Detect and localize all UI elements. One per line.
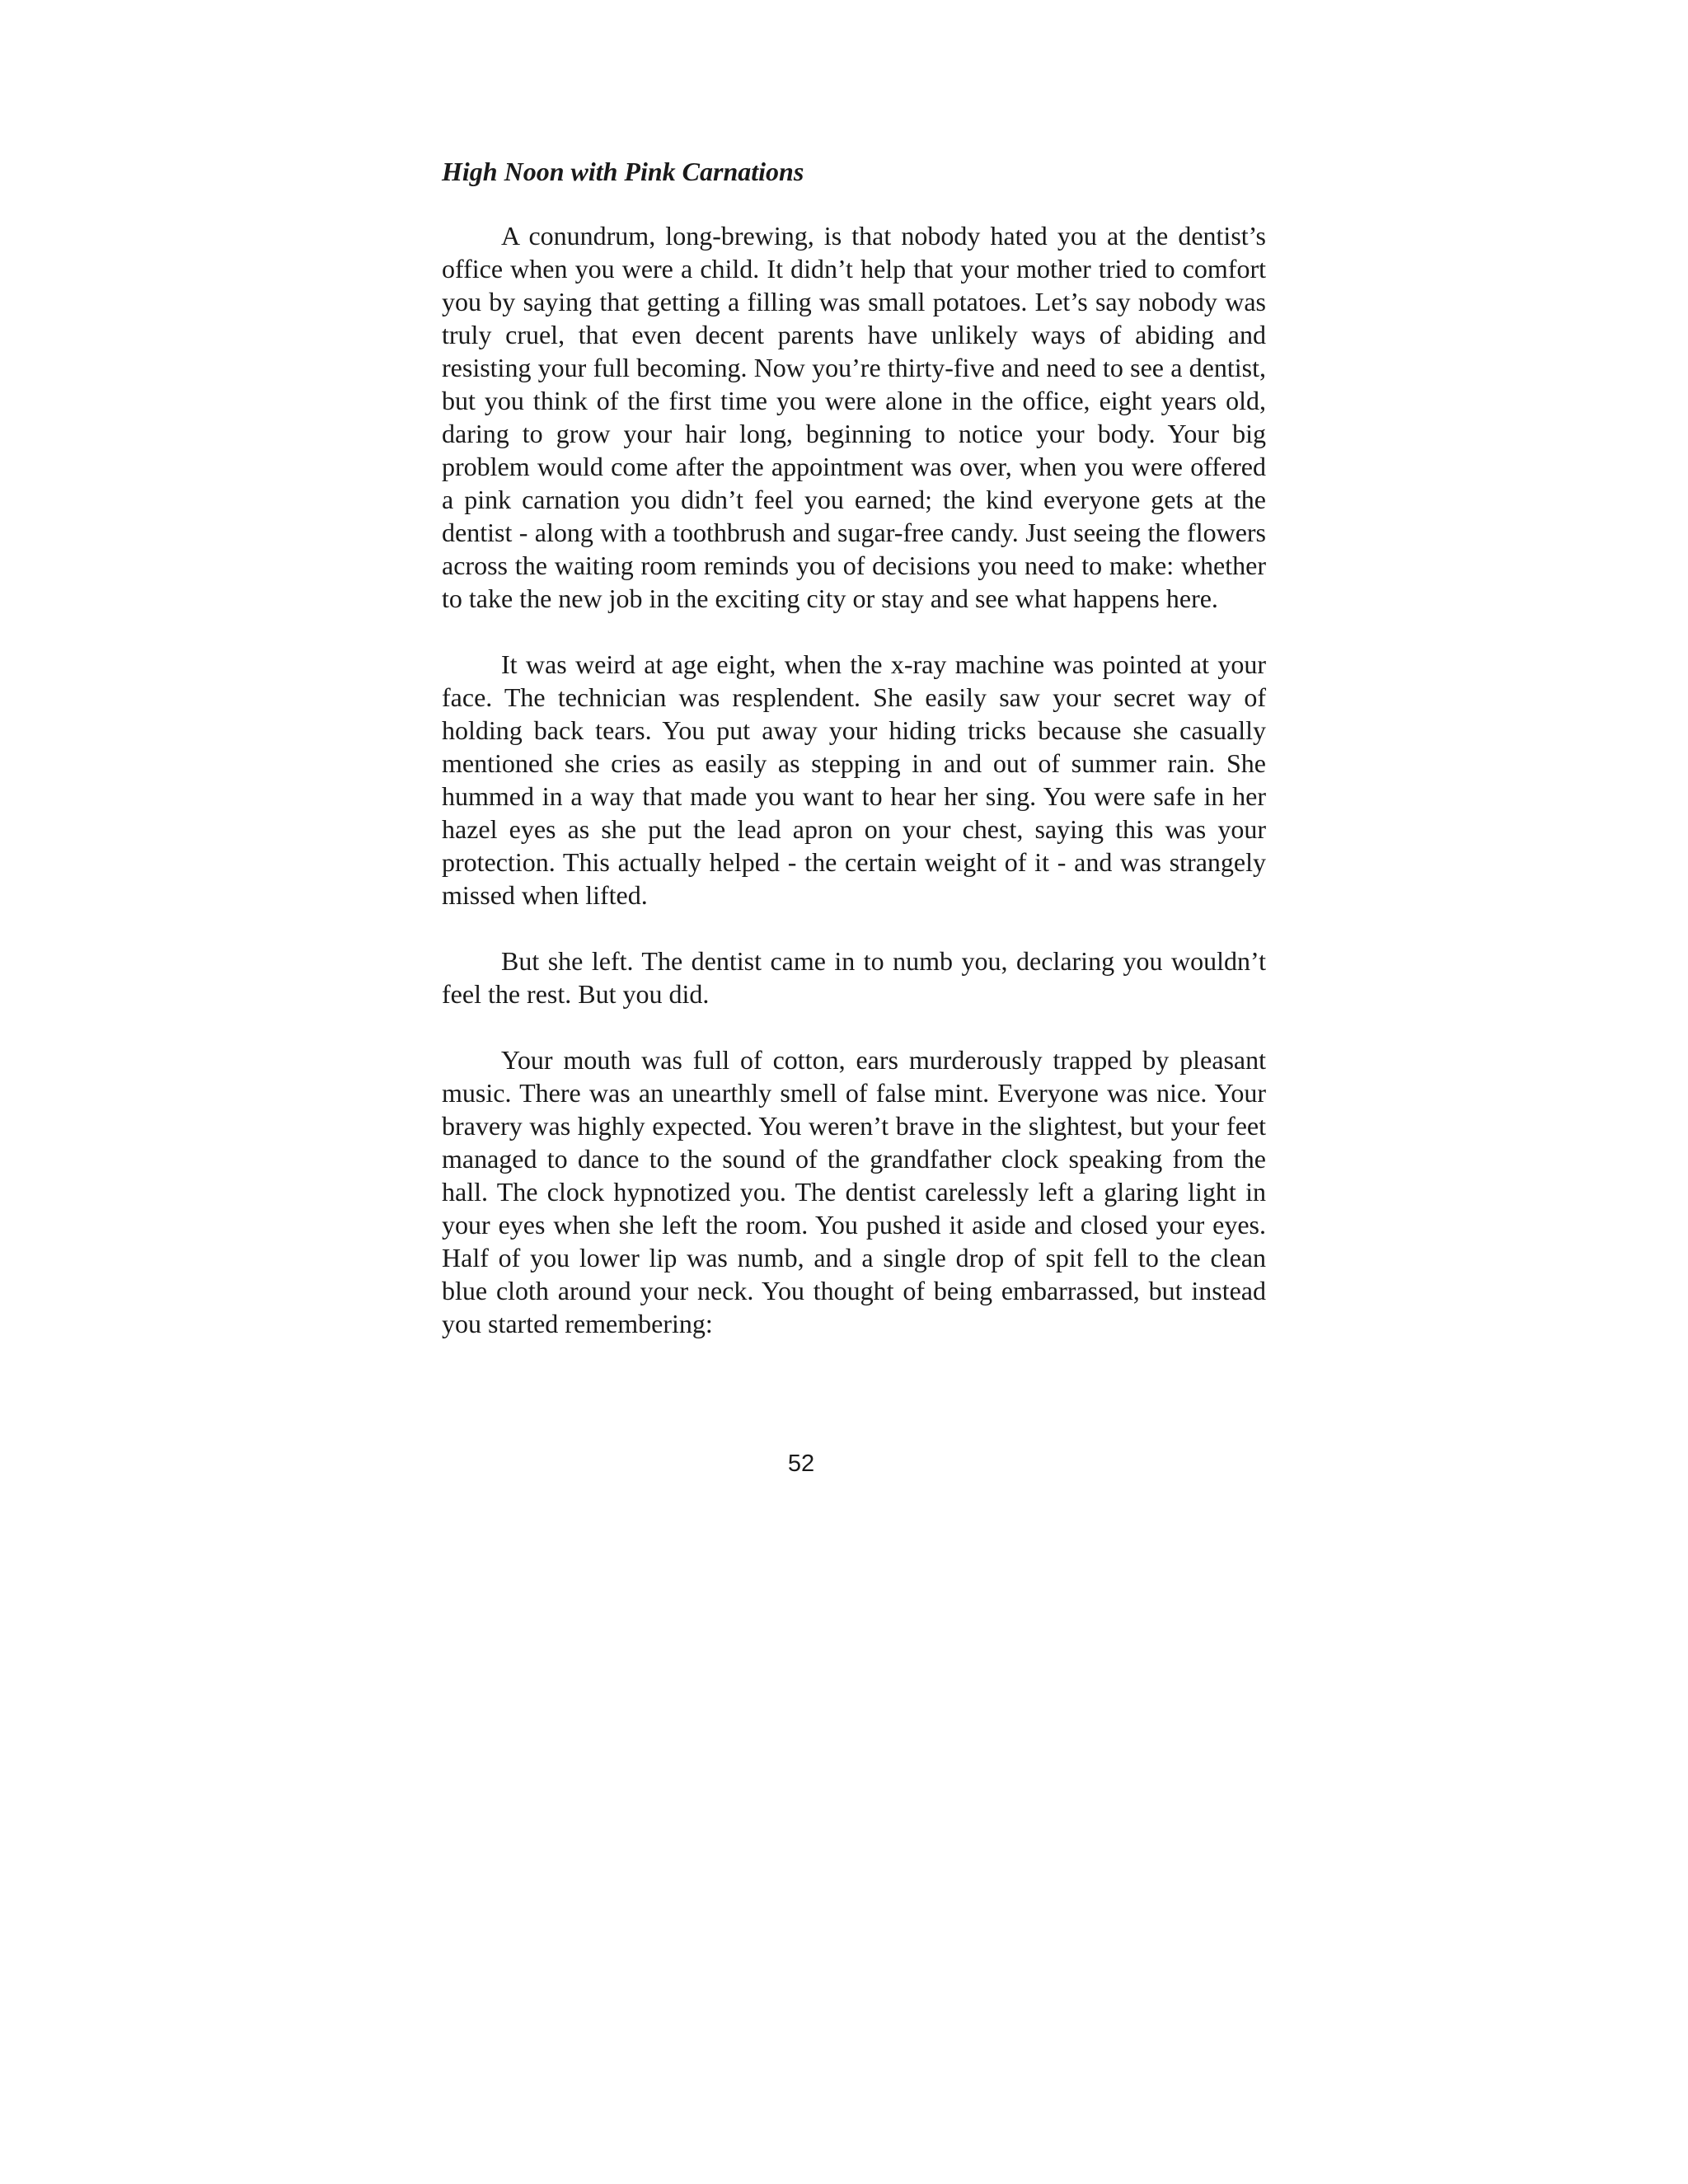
page-number: 52 <box>787 1451 815 1477</box>
paragraph-3: But she left. The dentist came in to numb you, declaring you wouldn’t feel the rest. But you did. <box>442 946 1266 1009</box>
text-block <box>442 155 1266 1340</box>
paragraph-4: Your mouth was full of cotton, ears murderously trapped by pleasant music. There was an unearthly smell of false mint. Everyone was nice. Your bravery was highly expected. You weren’t brave in the slightest, but your feet managed to dance to the sound of the grandfather clock speaking from the hall. The clock hypnotized you. The dentist carelessly left a glaring light in your eyes when she left the room. You pushed it aside and closed your eyes. Half of you lower lip was numb, and a single drop of spit fell to the clean blue cloth around your neck. You thought of being embarrassed, but instead you started remembering: <box>442 1045 1266 1338</box>
story-title: High Noon with Pink Carnations <box>442 157 804 186</box>
paragraph-2: It was weird at age eight, when the x-ray machine was pointed at your face. The technician was resplendent. She easily saw your secret way of holding back tears. You put away your hiding tricks because she casually mentioned she cries as easily as stepping in and out of summer rain. She hummed in a way that made you want to hear her sing. You were safe in her hazel eyes as she put the lead apron on your chest, saying this was your protection. This actually helped - the certain weight of it - and was strangely missed when lifted. <box>442 649 1266 910</box>
paragraph-1: A conundrum, long-brewing, is that nobody hated you at the dentist’s office when you were a child. It didn’t help that your mother tried to comfort you by saying that getting a filling was small potatoes. Let’s say nobody was truly cruel, that even decent parents have unlikely ways of abiding and resisting your full becoming. Now you’re thirty-five and need to see a dentist, but you think of the first time you were alone in the office, eight years old, daring to grow your hair long, beginning to notice your body. Your big problem would come after the appointment was over, when you were offered a pink carnation you didn’t feel you earned; the kind everyone gets at the dentist - along with a toothbrush and sugar-free candy. Just seeing the flowers across the waiting room reminds you of decisions you need to make: whether to take the new job in the exciting city or stay and see what happens here. <box>442 221 1266 613</box>
